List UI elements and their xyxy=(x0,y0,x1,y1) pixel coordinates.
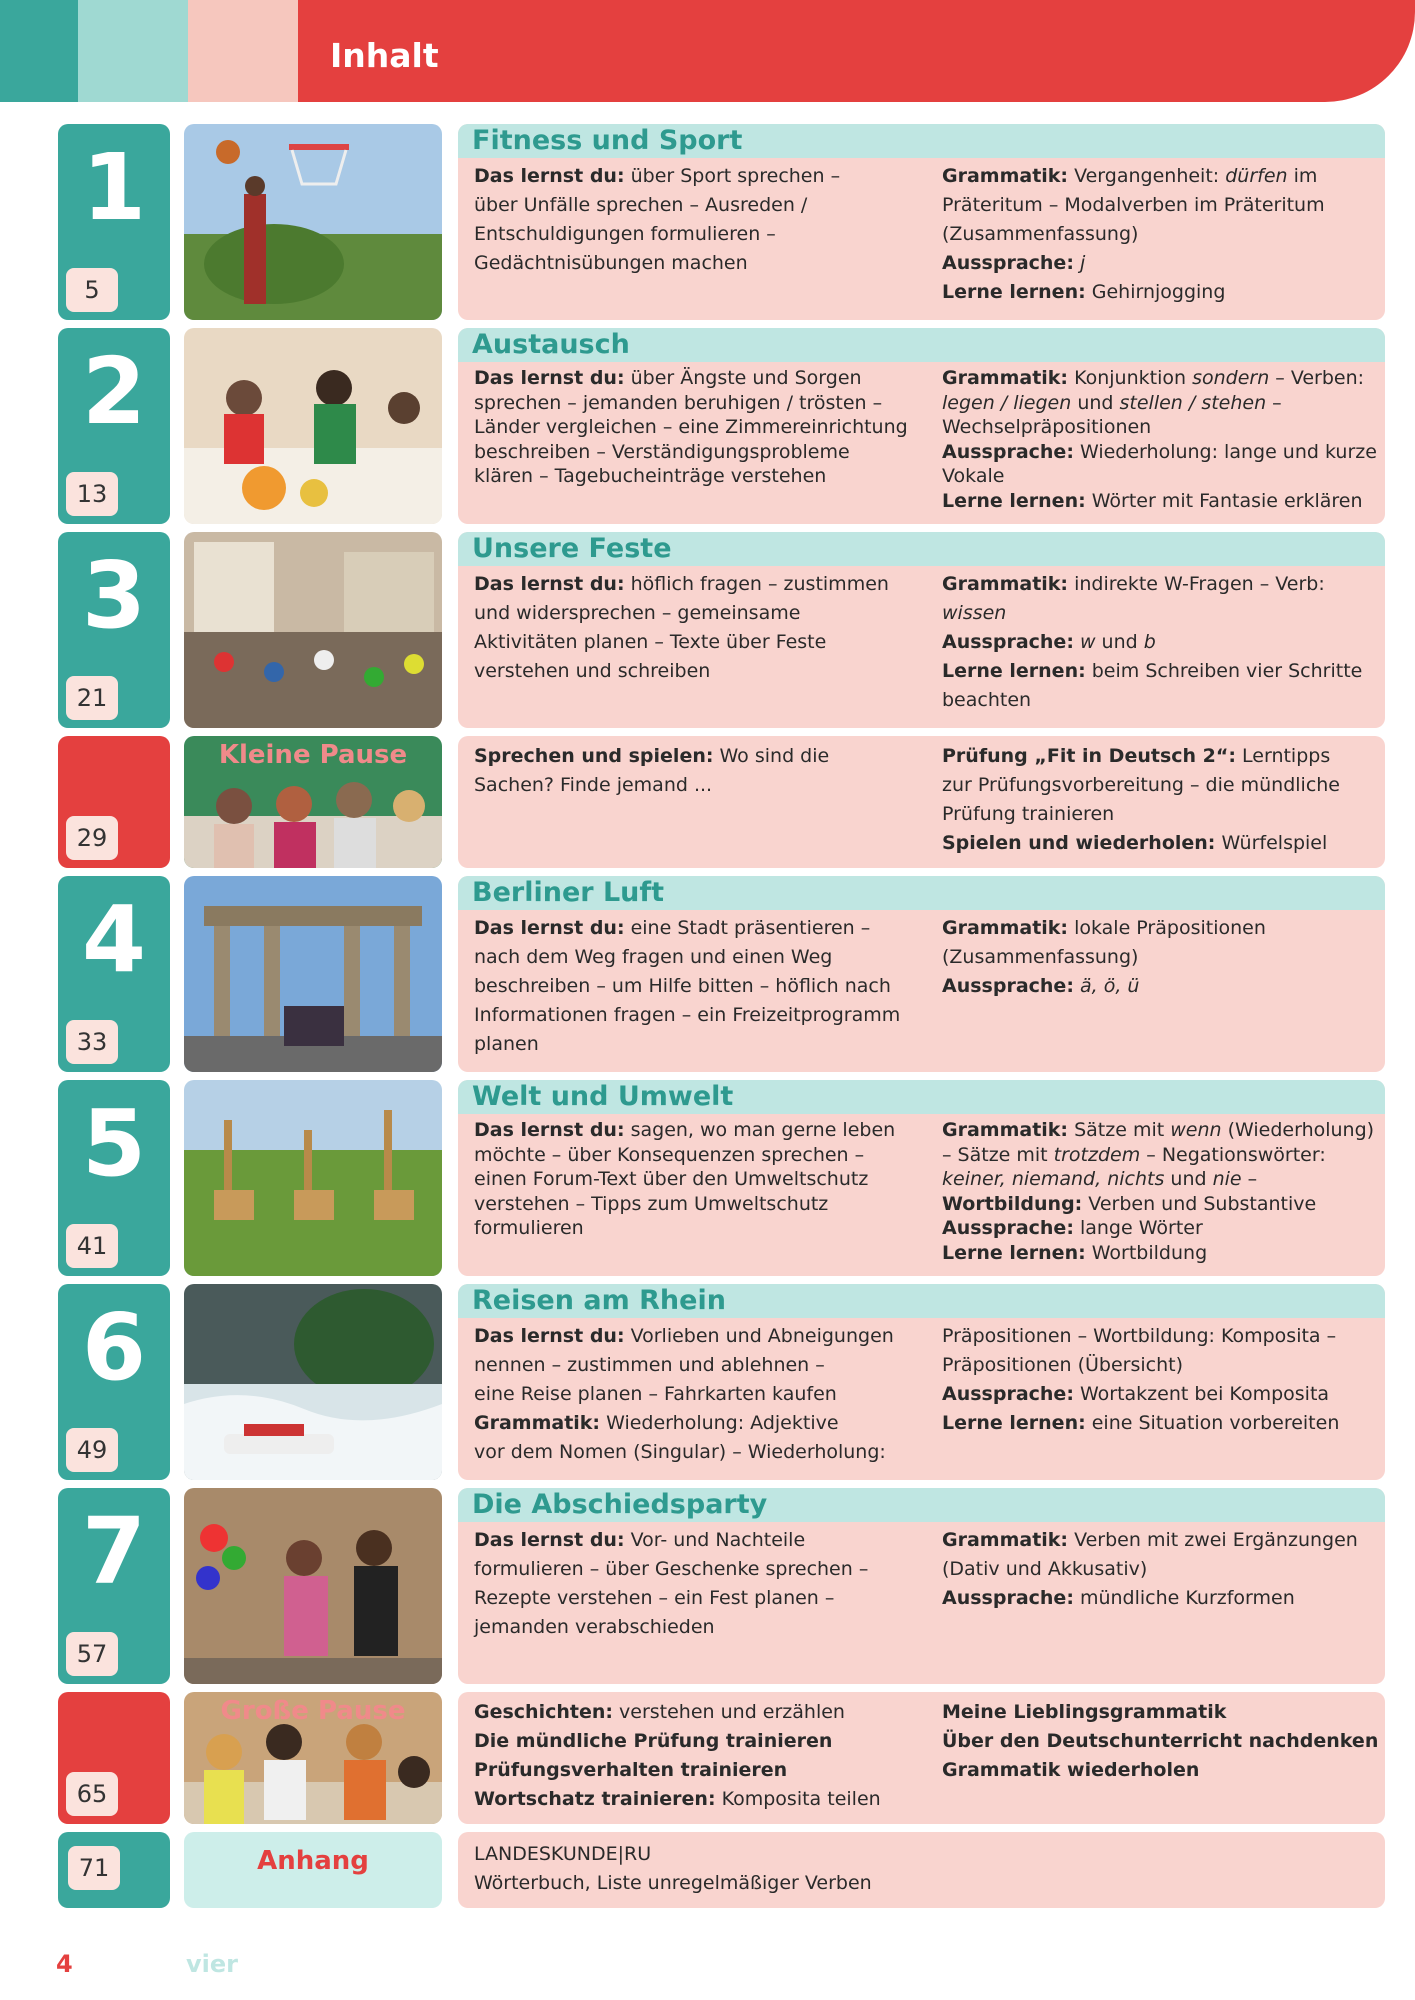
text-line: vor dem Nomen (Singular) – Wiederholung: xyxy=(474,1441,886,1463)
text-line: zur Prüfungsvorbereitung – die mündliche xyxy=(942,774,1340,796)
unit-6[interactable] xyxy=(0,1284,1415,1480)
text-line: einen Forum-Text über den Umweltschutz xyxy=(474,1168,869,1190)
pause-badge xyxy=(58,736,170,868)
unit-panel xyxy=(458,1284,1385,1480)
unit-photo xyxy=(184,124,442,320)
unit-page-number: 5 xyxy=(66,268,118,312)
text-line: planen xyxy=(474,1033,539,1055)
unit-photo xyxy=(184,328,442,524)
unit-1[interactable] xyxy=(0,124,1415,320)
unit-left-column xyxy=(474,1698,924,1814)
unit-right-column xyxy=(942,914,1378,1001)
text-line: Grammatik: indirekte W-Fragen – Verb: xyxy=(942,573,1325,595)
text-line: beachten xyxy=(942,689,1032,711)
page-number: 4 xyxy=(56,1950,73,1978)
unit-number-badge xyxy=(58,532,170,728)
text-line: Grammatik: Vergangenheit: dürfen im xyxy=(942,165,1318,187)
unit-title: Die Abschiedsparty xyxy=(472,1489,768,1520)
text-line: Grammatik: lokale Präpositionen xyxy=(942,917,1266,939)
text-line: Sachen? Finde jemand ... xyxy=(474,774,713,796)
appendix-title-box xyxy=(184,1832,442,1908)
unit-grosse-pause[interactable] xyxy=(0,1692,1415,1824)
text-line: eine Reise planen – Fahrkarten kaufen xyxy=(474,1383,837,1405)
text-line: – Sätze mit trotzdem – Negationswörter: xyxy=(942,1143,1326,1166)
unit-number-badge xyxy=(58,124,170,320)
header-stripe-pink xyxy=(188,0,298,102)
text-line: Grammatik: Konjunktion sondern – Verben: xyxy=(942,367,1365,389)
unit-right-column xyxy=(942,1118,1378,1265)
unit-photo xyxy=(184,1080,442,1276)
unit-panel xyxy=(458,1488,1385,1684)
appendix[interactable] xyxy=(0,1832,1415,1908)
text-line: Lerne lernen: Gehirnjogging xyxy=(942,281,1226,303)
unit-left-column xyxy=(474,1526,924,1642)
unit-left-column xyxy=(474,162,924,278)
unit-number-badge xyxy=(58,876,170,1072)
text-line: Das lernst du: über Ängste und Sorgen xyxy=(474,367,862,389)
unit-photo xyxy=(184,1692,442,1824)
unit-number: 5 xyxy=(81,1090,146,1197)
unit-page-number: 65 xyxy=(66,1772,118,1816)
unit-photo xyxy=(184,876,442,1072)
unit-title: Welt und Umwelt xyxy=(472,1081,734,1112)
unit-4[interactable] xyxy=(0,876,1415,1072)
text-line: verstehen und schreiben xyxy=(474,660,711,682)
unit-number: 2 xyxy=(81,338,146,445)
unit-title-bar xyxy=(458,328,1385,362)
text-line: beschreiben – um Hilfe bitten – höflich nach xyxy=(474,975,891,997)
unit-number-badge xyxy=(58,1080,170,1276)
unit-2[interactable] xyxy=(0,328,1415,524)
unit-right-column xyxy=(942,162,1378,307)
unit-number: 6 xyxy=(81,1294,146,1401)
text-line: formulieren xyxy=(474,1217,584,1239)
unit-right-column xyxy=(942,742,1378,858)
unit-page-number: 57 xyxy=(66,1632,118,1676)
unit-left-column xyxy=(474,1118,924,1241)
text-line: Meine Lieblingsgrammatik xyxy=(942,1701,1227,1723)
text-line: Spielen und wiederholen: Würfelspiel xyxy=(942,832,1328,854)
text-line: Aussprache: mündliche Kurzformen xyxy=(942,1587,1295,1609)
text-line: Wechselpräpositionen xyxy=(942,416,1152,438)
appendix-lines xyxy=(474,1840,1354,1898)
unit-panel xyxy=(458,1080,1385,1276)
unit-panel xyxy=(458,876,1385,1072)
appendix-page-number: 71 xyxy=(68,1846,120,1890)
unit-5[interactable] xyxy=(0,1080,1415,1276)
appendix-title: Anhang xyxy=(257,1846,369,1876)
text-line: Gedächtnisübungen machen xyxy=(474,252,748,274)
text-line: Grammatik: Verben mit zwei Ergänzungen xyxy=(942,1529,1358,1551)
text-line: Sprechen und spielen: Wo sind die xyxy=(474,745,830,767)
unit-page-number: 13 xyxy=(66,472,118,516)
text-line: über Unfälle sprechen – Ausreden / xyxy=(474,194,808,216)
unit-left-column xyxy=(474,366,924,489)
text-line: und widersprechen – gemeinsame xyxy=(474,602,801,624)
text-line: Vokale xyxy=(942,465,1005,487)
unit-right-column xyxy=(942,1322,1378,1438)
unit-title-bar xyxy=(458,1284,1385,1318)
text-line: Informationen fragen – ein Freizeitprogramm xyxy=(474,1004,901,1026)
unit-page-number: 41 xyxy=(66,1224,118,1268)
text-line: Aktivitäten planen – Texte über Feste xyxy=(474,631,827,653)
text-line: Das lernst du: höflich fragen – zustimmen xyxy=(474,573,889,595)
unit-number: 4 xyxy=(81,886,146,993)
text-line: Aussprache: j xyxy=(942,252,1086,274)
unit-left-column xyxy=(474,742,924,800)
text-line: LANDESKUNDE|RU xyxy=(474,1843,652,1865)
text-line: Grammatik: Wiederholung: Adjektive xyxy=(474,1412,839,1434)
unit-photo xyxy=(184,736,442,868)
text-line: wissen xyxy=(942,602,1007,624)
unit-title-bar xyxy=(458,532,1385,566)
unit-photo xyxy=(184,1284,442,1480)
text-line: formulieren – über Geschenke sprechen – xyxy=(474,1558,869,1580)
text-line: verstehen – Tipps zum Umweltschutz xyxy=(474,1192,829,1215)
unit-photo xyxy=(184,532,442,728)
text-line: nennen – zustimmen und ablehnen – xyxy=(474,1354,825,1376)
text-line: Prüfungsverhalten trainieren xyxy=(474,1759,788,1781)
text-line: Wörterbuch, Liste unregelmäßiger Verben xyxy=(474,1872,872,1894)
pause-label: Kleine Pause xyxy=(218,740,408,770)
text-line: klären – Tagebucheinträge verstehen xyxy=(474,465,827,487)
text-line: Lerne lernen: eine Situation vorbereiten xyxy=(942,1412,1340,1434)
text-line: Lerne lernen: Wortbildung xyxy=(942,1241,1208,1264)
text-line: Prüfung „Fit in Deutsch 2“: Lerntipps xyxy=(942,745,1331,767)
unit-page-number: 29 xyxy=(66,816,118,860)
unit-panel xyxy=(458,328,1385,524)
text-line: jemanden verabschieden xyxy=(474,1616,715,1638)
text-line: beschreiben – Verständigungsprobleme xyxy=(474,440,850,463)
unit-number-badge xyxy=(58,1488,170,1684)
text-line: Aussprache: Wiederholung: lange und kurze xyxy=(942,440,1377,463)
unit-number: 7 xyxy=(81,1498,146,1605)
text-line: Das lernst du: über Sport sprechen – xyxy=(474,165,841,187)
header-bar xyxy=(0,0,1415,102)
text-line: Aussprache: ä, ö, ü xyxy=(942,975,1140,997)
unit-left-column xyxy=(474,914,924,1059)
unit-page-number: 49 xyxy=(66,1428,118,1472)
text-line: Wortbildung: Verben und Substantive xyxy=(942,1192,1317,1215)
text-line: (Zusammenfassung) xyxy=(942,223,1139,245)
unit-title: Austausch xyxy=(472,329,630,360)
unit-left-column xyxy=(474,1322,924,1467)
text-line: Über den Deutschunterricht nachdenken xyxy=(942,1730,1379,1752)
text-line: Wortschatz trainieren: Komposita teilen xyxy=(474,1788,881,1810)
text-line: Präteritum – Modalverben im Präteritum xyxy=(942,194,1325,216)
pause-label: Große Pause xyxy=(220,1696,406,1726)
unit-right-column xyxy=(942,366,1378,513)
pause-badge xyxy=(58,1692,170,1824)
text-line: Prüfung trainieren xyxy=(942,803,1115,825)
text-line: Aussprache: lange Wörter xyxy=(942,1217,1203,1239)
header-stripe-mint xyxy=(78,0,188,102)
unit-left-column xyxy=(474,570,924,686)
text-line: Aussprache: w und b xyxy=(942,631,1156,653)
header-stripe-teal xyxy=(0,0,78,102)
text-line: Lerne lernen: beim Schreiben vier Schritte xyxy=(942,660,1363,682)
unit-number: 3 xyxy=(81,542,146,649)
text-line: Die mündliche Prüfung trainieren xyxy=(474,1730,833,1752)
page-title: Inhalt xyxy=(330,36,439,75)
text-line: (Zusammenfassung) xyxy=(942,946,1139,968)
page-number-word: vier xyxy=(186,1950,238,1978)
text-line: Aussprache: Wortakzent bei Komposita xyxy=(942,1383,1330,1405)
unit-right-column xyxy=(942,1698,1378,1785)
text-line: legen / liegen und stellen / stehen – xyxy=(942,391,1282,414)
unit-number-badge xyxy=(58,1284,170,1480)
unit-panel xyxy=(458,736,1385,868)
text-line: Präpositionen (Übersicht) xyxy=(942,1354,1184,1376)
unit-kleine-pause[interactable] xyxy=(0,736,1415,868)
text-line: möchte – über Konsequenzen sprechen – xyxy=(474,1143,865,1166)
text-line: Grammatik: Sätze mit wenn (Wiederholung) xyxy=(942,1119,1375,1141)
unit-title: Fitness und Sport xyxy=(472,125,743,156)
text-line: Das lernst du: Vor- und Nachteile xyxy=(474,1529,806,1551)
unit-title: Berliner Luft xyxy=(472,877,665,908)
text-line: Grammatik wiederholen xyxy=(942,1759,1200,1781)
unit-title-bar xyxy=(458,876,1385,910)
unit-title-bar xyxy=(458,124,1385,158)
text-line: Das lernst du: sagen, wo man gerne leben xyxy=(474,1119,896,1141)
unit-panel xyxy=(458,124,1385,320)
text-line: nach dem Weg fragen und einen Weg xyxy=(474,946,833,968)
unit-photo xyxy=(184,1488,442,1684)
appendix-panel xyxy=(458,1832,1385,1908)
unit-title-bar xyxy=(458,1080,1385,1114)
text-line: (Dativ und Akkusativ) xyxy=(942,1558,1148,1580)
unit-title: Unsere Feste xyxy=(472,533,672,564)
unit-page-number: 33 xyxy=(66,1020,118,1064)
unit-number-badge xyxy=(58,328,170,524)
text-line: Länder vergleichen – eine Zimmereinrichtung xyxy=(474,416,908,438)
appendix-badge xyxy=(58,1832,170,1908)
text-line: Das lernst du: eine Stadt präsentieren – xyxy=(474,917,871,939)
unit-panel xyxy=(458,532,1385,728)
text-line: sprechen – jemanden beruhigen / trösten – xyxy=(474,391,883,414)
unit-title-bar xyxy=(458,1488,1385,1522)
text-line: Das lernst du: Vorlieben und Abneigungen xyxy=(474,1325,894,1347)
unit-3[interactable] xyxy=(0,532,1415,728)
header-stripe-red xyxy=(298,0,1415,102)
unit-right-column xyxy=(942,1526,1378,1613)
unit-page-number: 21 xyxy=(66,676,118,720)
unit-title: Reisen am Rhein xyxy=(472,1285,726,1316)
text-line: Lerne lernen: Wörter mit Fantasie erklären xyxy=(942,489,1363,512)
unit-panel xyxy=(458,1692,1385,1824)
text-line: keiner, niemand, nichts und nie – xyxy=(942,1168,1258,1190)
unit-number: 1 xyxy=(81,134,146,241)
text-line: Geschichten: verstehen und erzählen xyxy=(474,1701,845,1723)
text-line: Entschuldigungen formulieren – xyxy=(474,223,776,245)
text-line: Präpositionen – Wortbildung: Komposita – xyxy=(942,1325,1337,1347)
unit-right-column xyxy=(942,570,1378,715)
text-line: Rezepte verstehen – ein Fest planen – xyxy=(474,1587,835,1609)
unit-7[interactable] xyxy=(0,1488,1415,1684)
